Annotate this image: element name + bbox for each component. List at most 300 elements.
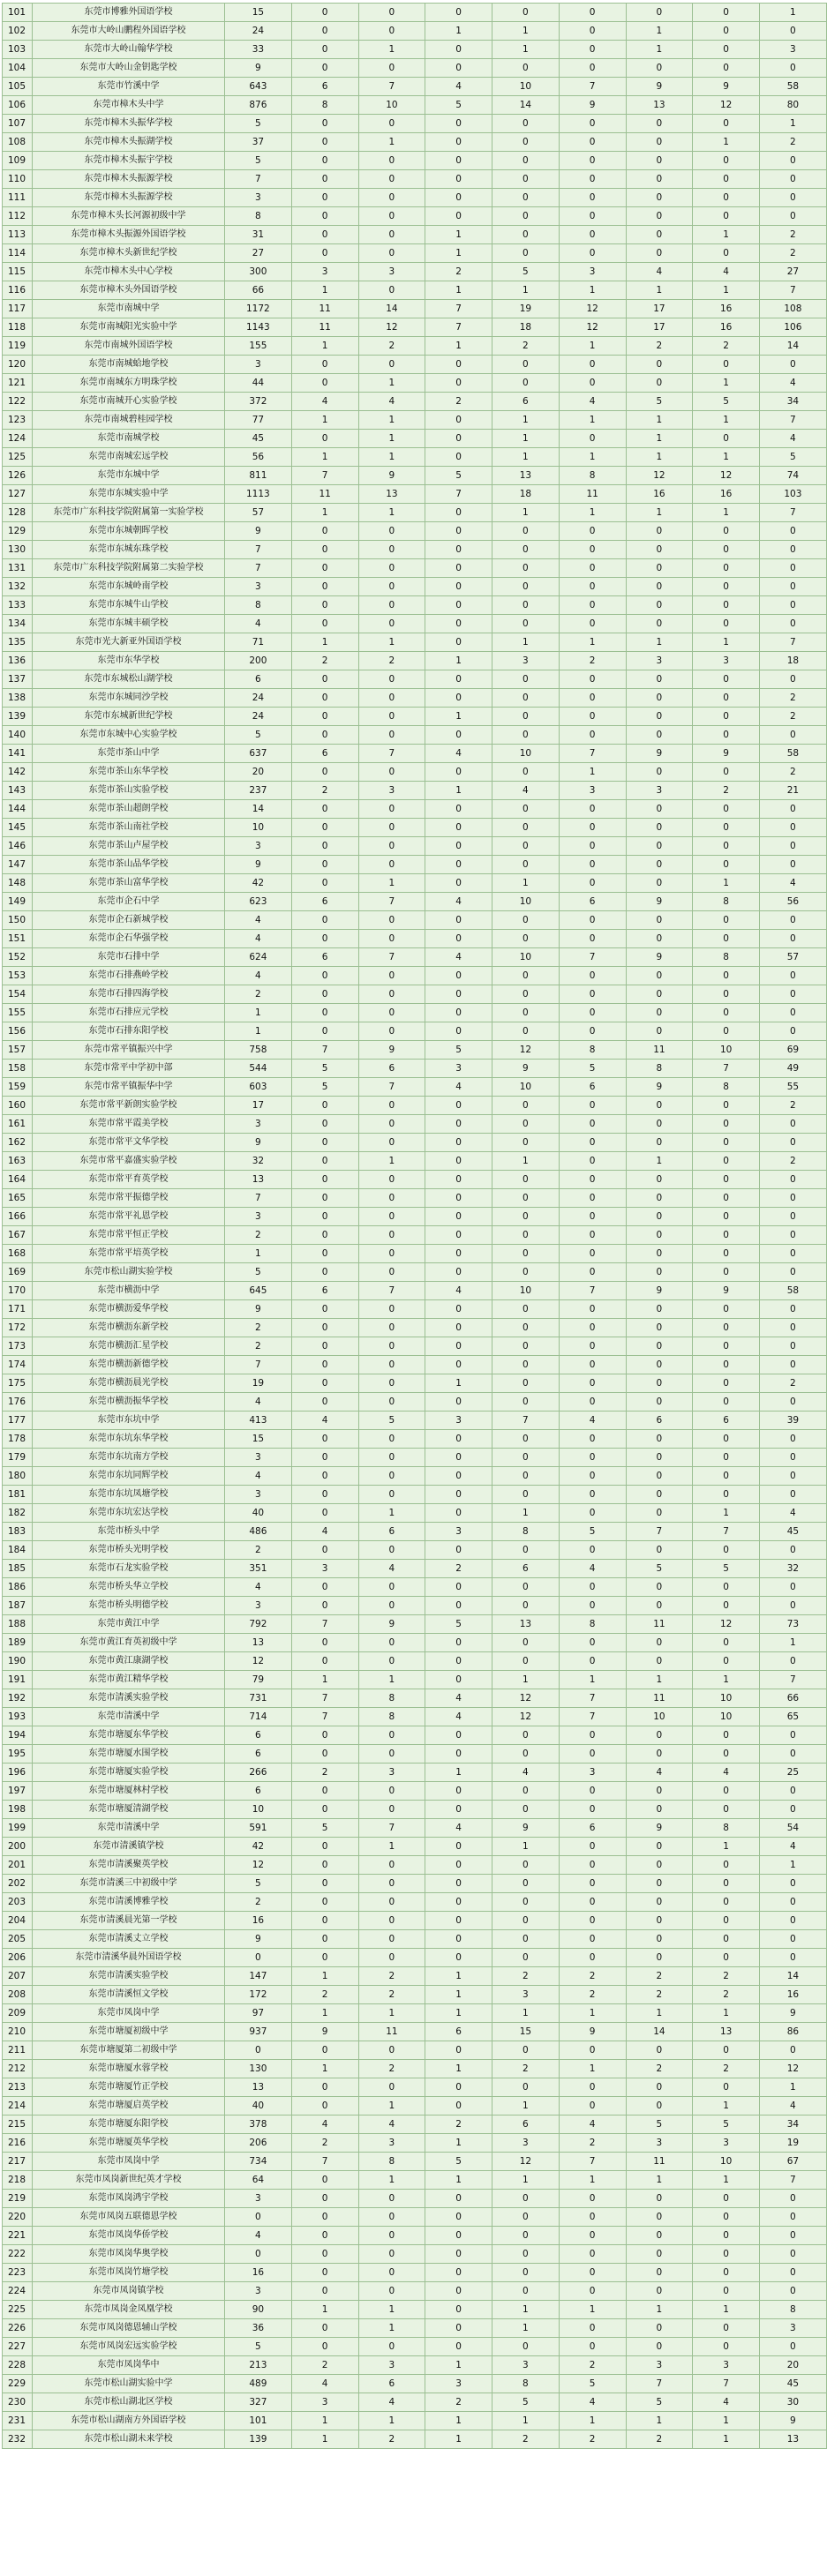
value-cell: 4 [225,1393,292,1412]
row-index-cell: 227 [3,2338,33,2356]
school-name-cell: 东莞市常平礼恩学校 [33,1208,225,1226]
value-cell: 45 [225,430,292,448]
value-cell: 9 [225,1930,292,1949]
value-cell: 0 [225,2208,292,2227]
value-cell: 1 [693,2301,760,2319]
value-cell: 2 [760,763,827,782]
table-row [3,1671,827,1689]
row-index-cell: 156 [3,1022,33,1041]
value-cell: 19 [760,2134,827,2153]
value-cell: 9 [760,2412,827,2430]
value-cell: 0 [626,2282,693,2301]
row-index-cell: 170 [3,1282,33,1300]
value-cell: 2 [693,337,760,356]
value-cell: 1 [693,874,760,893]
table-row [3,1319,827,1337]
value-cell: 0 [291,1726,358,1745]
value-cell: 0 [291,1171,358,1189]
row-index-cell: 223 [3,2264,33,2282]
table-row [3,967,827,985]
school-name-cell: 东莞市南城中学 [33,300,225,318]
value-cell: 1 [626,633,693,652]
value-cell: 0 [358,726,425,745]
value-cell: 1 [358,2171,425,2190]
value-cell: 13 [693,2023,760,2041]
value-cell: 0 [358,615,425,633]
value-cell: 3 [693,652,760,670]
value-cell: 0 [760,59,827,78]
value-cell: 0 [760,1263,827,1282]
school-name-cell: 东莞市东城牛山学校 [33,596,225,615]
row-index-cell: 226 [3,2319,33,2338]
value-cell: 3 [358,782,425,800]
value-cell: 0 [425,1208,492,1226]
value-cell: 0 [492,356,560,374]
value-cell: 0 [425,1541,492,1560]
value-cell: 19 [492,300,560,318]
row-index-cell: 125 [3,448,33,467]
value-cell: 9 [626,1819,693,1838]
school-name-cell: 东莞市松山湖北区学校 [33,2393,225,2412]
value-cell: 1 [291,633,358,652]
school-name-cell: 东莞市樟木头振宇学校 [33,152,225,170]
value-cell: 1 [291,281,358,300]
row-index-cell: 212 [3,2060,33,2078]
school-name-cell: 东莞市桥头华立学校 [33,1578,225,1597]
value-cell: 0 [559,2097,626,2115]
value-cell: 4 [358,393,425,411]
value-cell: 0 [626,1467,693,1486]
value-cell: 1 [492,281,560,300]
value-cell: 1113 [225,485,292,504]
value-cell: 0 [291,670,358,689]
value-cell: 0 [559,2078,626,2097]
value-cell: 12 [492,2153,560,2171]
value-cell: 0 [760,559,827,578]
value-cell: 591 [225,1819,292,1838]
value-cell: 0 [358,115,425,133]
value-cell: 0 [559,1189,626,1208]
value-cell: 1 [559,504,626,522]
row-index-cell: 144 [3,800,33,819]
table-row [3,1726,827,1745]
value-cell: 0 [559,1374,626,1393]
value-cell: 0 [559,4,626,22]
value-cell: 0 [559,708,626,726]
value-cell: 2 [626,1967,693,1986]
value-cell: 0 [693,578,760,596]
value-cell: 10 [492,893,560,911]
row-index-cell: 181 [3,1486,33,1504]
value-cell: 4 [225,2227,292,2245]
value-cell: 0 [492,541,560,559]
value-cell: 1 [425,1374,492,1393]
table-row [3,1801,827,1819]
value-cell: 4 [291,2115,358,2134]
value-cell: 0 [425,1597,492,1615]
value-cell: 0 [626,207,693,226]
value-cell: 0 [291,615,358,633]
row-index-cell: 179 [3,1449,33,1467]
value-cell: 0 [559,856,626,874]
value-cell: 0 [291,1597,358,1615]
value-cell: 7 [425,300,492,318]
value-cell: 9 [559,2023,626,2041]
value-cell: 0 [626,1226,693,1245]
value-cell: 1 [492,448,560,467]
school-name-cell: 东莞市凤岗华侨学校 [33,2227,225,2245]
value-cell: 0 [492,2190,560,2208]
value-cell: 6 [291,745,358,763]
row-index-cell: 135 [3,633,33,652]
value-cell: 0 [358,837,425,856]
value-cell: 0 [693,541,760,559]
value-cell: 0 [693,1652,760,1671]
value-cell: 25 [760,1764,827,1782]
value-cell: 0 [559,1875,626,1893]
table-row [3,226,827,244]
table-row [3,1930,827,1949]
table-row [3,4,827,22]
value-cell: 0 [492,244,560,263]
value-cell: 0 [626,1541,693,1560]
value-cell: 27 [225,244,292,263]
table-row [3,1115,827,1134]
table-row [3,948,827,967]
value-cell: 0 [425,2208,492,2227]
value-cell: 0 [358,1263,425,1282]
row-index-cell: 149 [3,893,33,911]
value-cell: 3 [425,1060,492,1078]
value-cell: 3 [425,1412,492,1430]
value-cell: 12 [626,467,693,485]
value-cell: 0 [760,837,827,856]
value-cell: 0 [425,1189,492,1208]
value-cell: 80 [760,96,827,115]
row-index-cell: 175 [3,1374,33,1393]
row-index-cell: 209 [3,2004,33,2023]
value-cell: 0 [626,1875,693,1893]
value-cell: 0 [358,1115,425,1134]
table-row [3,467,827,485]
value-cell: 1 [492,411,560,430]
table-row [3,2282,827,2301]
row-index-cell: 210 [3,2023,33,2041]
value-cell: 1 [693,2097,760,2115]
value-cell: 0 [358,2227,425,2245]
value-cell: 11 [291,300,358,318]
value-cell: 0 [626,1912,693,1930]
value-cell: 0 [693,1356,760,1374]
value-cell: 1 [492,504,560,522]
value-cell: 2 [291,1986,358,2004]
table-row [3,1652,827,1671]
value-cell: 11 [626,2153,693,2171]
value-cell: 1 [291,411,358,430]
row-index-cell: 127 [3,485,33,504]
value-cell: 0 [291,22,358,41]
row-index-cell: 205 [3,1930,33,1949]
value-cell: 4 [693,2393,760,2412]
school-name-cell: 东莞市横沥振华学校 [33,1393,225,1412]
value-cell: 0 [559,1634,626,1652]
value-cell: 4 [425,893,492,911]
value-cell: 0 [425,1930,492,1949]
school-name-cell: 东莞市樟木头中学 [33,96,225,115]
school-name-cell: 东莞市常平新朗实验学校 [33,1097,225,1115]
school-name-cell: 东莞市松山湖实验学校 [33,1263,225,1282]
value-cell: 6 [492,2115,560,2134]
value-cell: 0 [626,800,693,819]
value-cell: 7 [626,2375,693,2393]
value-cell: 0 [626,1597,693,1615]
value-cell: 39 [760,1412,827,1430]
value-cell: 0 [425,1004,492,1022]
value-cell: 139 [225,2430,292,2449]
value-cell: 3 [225,837,292,856]
school-name-cell: 东莞市凤岗五联德恩学校 [33,2208,225,2227]
value-cell: 12 [492,1689,560,1708]
value-cell: 2 [559,1986,626,2004]
value-cell: 0 [492,837,560,856]
value-cell: 0 [492,1115,560,1134]
value-cell: 1 [291,2060,358,2078]
value-cell: 0 [425,689,492,708]
value-cell: 0 [760,1801,827,1819]
table-row [3,1967,827,1986]
value-cell: 0 [291,1949,358,1967]
value-cell: 1 [358,2004,425,2023]
school-name-cell: 东莞市东城中心实验学校 [33,726,225,745]
value-cell: 16 [760,1986,827,2004]
value-cell: 8 [225,596,292,615]
value-cell: 4 [291,1523,358,1541]
value-cell: 1143 [225,318,292,337]
value-cell: 5 [225,1263,292,1282]
value-cell: 0 [760,2041,827,2060]
value-cell: 0 [760,911,827,930]
value-cell: 5 [291,1819,358,1838]
value-cell: 1 [492,2301,560,2319]
value-cell: 7 [225,1189,292,1208]
row-index-cell: 120 [3,356,33,374]
value-cell: 1 [425,281,492,300]
value-cell: 0 [291,819,358,837]
value-cell: 0 [693,2338,760,2356]
value-cell: 0 [693,1189,760,1208]
value-cell: 0 [291,2282,358,2301]
value-cell: 0 [760,1356,827,1374]
value-cell: 0 [492,1578,560,1597]
value-cell: 0 [492,189,560,207]
value-cell: 3 [760,41,827,59]
value-cell: 5 [559,2375,626,2393]
value-cell: 0 [358,1893,425,1912]
value-cell: 811 [225,467,292,485]
value-cell: 9 [760,2004,827,2023]
value-cell: 0 [425,2338,492,2356]
value-cell: 0 [492,1912,560,1930]
school-name-cell: 东莞市黄江中学 [33,1615,225,1634]
value-cell: 0 [425,856,492,874]
table-row [3,1782,827,1801]
value-cell: 0 [291,41,358,59]
school-name-cell: 东莞市樟木头中心学校 [33,263,225,281]
school-name-cell: 东莞市黄江康湖学校 [33,1652,225,1671]
value-cell: 0 [559,930,626,948]
school-name-cell: 东莞市茶山超朗学校 [33,800,225,819]
school-name-cell: 东莞市石排东阳学校 [33,1022,225,1041]
value-cell: 7 [358,948,425,967]
value-cell: 0 [760,1875,827,1893]
value-cell: 0 [291,967,358,985]
school-name-cell: 东莞市凤岗鸿宇学校 [33,2190,225,2208]
value-cell: 7 [760,633,827,652]
value-cell: 0 [425,41,492,59]
value-cell: 0 [559,1726,626,1745]
value-cell: 0 [358,1300,425,1319]
table-row [3,504,827,522]
value-cell: 0 [492,1171,560,1189]
value-cell: 1 [358,1671,425,1689]
value-cell: 1 [693,411,760,430]
value-cell: 4 [425,1282,492,1300]
table-row [3,1523,827,1541]
table-row [3,2115,827,2134]
row-index-cell: 173 [3,1337,33,1356]
table-row [3,2004,827,2023]
row-index-cell: 119 [3,337,33,356]
table-row [3,726,827,745]
value-cell: 6 [291,1282,358,1300]
value-cell: 1 [358,874,425,893]
school-name-cell: 东莞市常平霞美学校 [33,1115,225,1134]
value-cell: 1 [425,1967,492,1986]
value-cell: 0 [693,708,760,726]
school-name-cell: 东莞市东坑凤塘学校 [33,1486,225,1504]
value-cell: 0 [559,1134,626,1152]
row-index-cell: 191 [3,1671,33,1689]
value-cell: 10 [225,819,292,837]
value-cell: 97 [225,2004,292,2023]
row-index-cell: 136 [3,652,33,670]
value-cell: 0 [358,522,425,541]
value-cell: 10 [225,1801,292,1819]
value-cell: 0 [358,1782,425,1801]
value-cell: 1 [626,1671,693,1689]
value-cell: 6 [291,948,358,967]
value-cell: 0 [492,2245,560,2264]
school-name-cell: 东莞市桥头明德学校 [33,1597,225,1615]
value-cell: 1 [291,448,358,467]
value-cell: 0 [492,1930,560,1949]
value-cell: 0 [425,59,492,78]
value-cell: 0 [760,2282,827,2301]
value-cell: 0 [760,1726,827,1745]
value-cell: 0 [626,930,693,948]
row-index-cell: 204 [3,1912,33,1930]
value-cell: 0 [291,1875,358,1893]
value-cell: 0 [425,152,492,170]
school-name-cell: 东莞市常平恒正学校 [33,1226,225,1245]
school-name-cell: 东莞市塘厦东阳学校 [33,2115,225,2134]
value-cell: 108 [760,300,827,318]
value-cell: 1 [425,2060,492,2078]
value-cell: 2 [559,1967,626,1986]
value-cell: 6 [626,1412,693,1430]
value-cell: 9 [626,1078,693,1097]
value-cell: 2 [425,2393,492,2412]
table-row [3,1949,827,1967]
table-row [3,1486,827,1504]
value-cell: 0 [425,1226,492,1245]
value-cell: 0 [492,1745,560,1764]
value-cell: 64 [225,2171,292,2190]
table-row [3,930,827,948]
row-index-cell: 129 [3,522,33,541]
value-cell: 0 [358,22,425,41]
value-cell: 2 [425,393,492,411]
value-cell: 130 [225,2060,292,2078]
value-cell: 18 [492,318,560,337]
value-cell: 0 [492,1319,560,1337]
value-cell: 0 [358,1856,425,1875]
value-cell: 10 [492,78,560,96]
value-cell: 8 [693,1078,760,1097]
value-cell: 0 [559,1930,626,1949]
value-cell: 0 [760,1393,827,1412]
value-cell: 0 [559,911,626,930]
value-cell: 0 [760,170,827,189]
row-index-cell: 172 [3,1319,33,1337]
row-index-cell: 145 [3,819,33,837]
table-row [3,2301,827,2319]
value-cell: 0 [693,207,760,226]
value-cell: 0 [760,1597,827,1615]
value-cell: 0 [693,59,760,78]
school-name-cell: 东莞市横沥晨光学校 [33,1374,225,1393]
school-name-cell: 东莞市塘厦英华学校 [33,2134,225,2153]
value-cell: 0 [693,689,760,708]
value-cell: 2 [425,1560,492,1578]
row-index-cell: 232 [3,2430,33,2449]
value-cell: 7 [225,170,292,189]
value-cell: 0 [626,1245,693,1263]
value-cell: 0 [492,522,560,541]
value-cell: 0 [693,1930,760,1949]
row-index-cell: 138 [3,689,33,708]
school-name-cell: 东莞市茶山富华学校 [33,874,225,893]
value-cell: 0 [225,2041,292,2060]
value-cell: 11 [626,1689,693,1708]
value-cell: 3 [225,1449,292,1467]
value-cell: 237 [225,782,292,800]
value-cell: 0 [291,2190,358,2208]
value-cell: 19 [225,1374,292,1393]
value-cell: 0 [760,1430,827,1449]
value-cell: 0 [760,1486,827,1504]
row-index-cell: 126 [3,467,33,485]
value-cell: 0 [693,1578,760,1597]
value-cell: 1 [492,430,560,448]
row-index-cell: 139 [3,708,33,726]
value-cell: 0 [760,2227,827,2245]
value-cell: 14 [760,1967,827,1986]
value-cell: 0 [492,2078,560,2097]
value-cell: 0 [626,578,693,596]
value-cell: 5 [626,1560,693,1578]
value-cell: 0 [358,1319,425,1337]
